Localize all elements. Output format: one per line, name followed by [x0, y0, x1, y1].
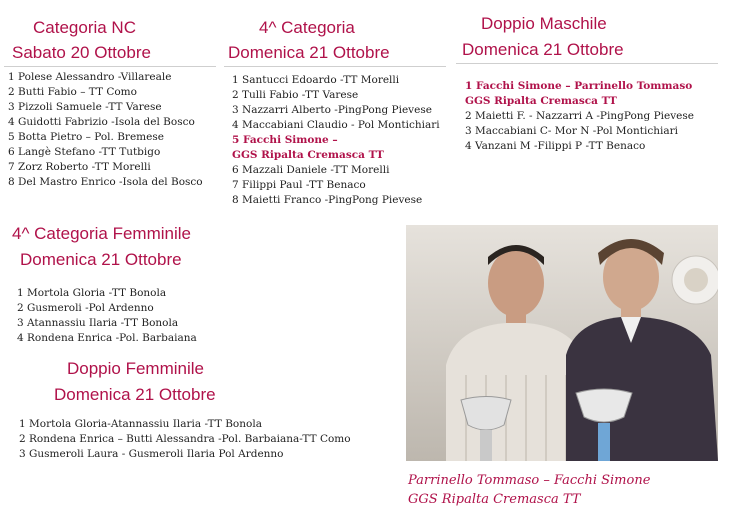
- winners-photo: [406, 225, 718, 461]
- doppio-m-divider: [456, 63, 718, 64]
- nc-date: Sabato 20 Ottobre: [12, 43, 151, 62]
- list-item: 1 Mortola Gloria -TT Bonola: [17, 287, 167, 299]
- list-item: 8 Del Mastro Enrico -Isola del Bosco: [8, 176, 203, 188]
- list-item: 4 Vanzani M -Filippi P -TT Benaco: [465, 140, 646, 152]
- doppio-m-title: Doppio Maschile: [481, 14, 607, 33]
- list-item: 3 Nazzarri Alberto -PingPong Pievese: [232, 104, 432, 116]
- list-item: 2 Maietti F. - Nazzarri A -PingPong Pievese: [465, 110, 694, 122]
- list-item: 8 Maietti Franco -PingPong Pievese: [232, 194, 423, 206]
- nc-divider: [4, 66, 216, 67]
- cat4-results-list: [232, 73, 440, 208]
- list-item: 2 Tulli Fabio -TT Varese: [232, 89, 359, 101]
- list-item: 6 Langè Stefano -TT Tutbigo: [8, 146, 161, 158]
- list-item: 3 Gusmeroli Laura - Gusmeroli Ilaria Pol Ardenno: [19, 448, 284, 460]
- list-item: 7 Filippi Paul -TT Benaco: [232, 179, 366, 191]
- list-item: 2 Gusmeroli -Pol Ardenno: [17, 302, 154, 314]
- list-item: 3 Atannassiu Ilaria -TT Bonola: [17, 317, 179, 329]
- list-item: 7 Zorz Roberto -TT Morelli: [8, 161, 151, 173]
- list-item-highlight-club: GGS Ripalta Cremasca TT: [232, 149, 384, 161]
- cat4-divider: [224, 66, 446, 67]
- list-item: 4 Guidotti Fabrizio -Isola del Bosco: [8, 116, 195, 128]
- doppio-m-results-list: [465, 79, 694, 154]
- list-item: 1 Santucci Edoardo -TT Morelli: [232, 74, 400, 86]
- list-item-highlight: 5 Facchi Simone –: [232, 134, 338, 146]
- photo-caption: [408, 471, 650, 509]
- cat4-title: 4^ Categoria: [259, 18, 355, 37]
- list-item-highlight: 1 Facchi Simone – Parrinello Tommaso: [465, 80, 693, 92]
- list-item: 2 Rondena Enrica – Butti Alessandra -Pol. Barbaiana-TT Como: [19, 433, 351, 445]
- doppio-f-date: Domenica 21 Ottobre: [54, 385, 216, 404]
- cat4f-title: 4^ Categoria Femminile: [12, 224, 191, 243]
- list-item: 4 Maccabiani Claudio - Pol Montichiari: [232, 119, 440, 131]
- list-item: 5 Botta Pietro – Pol. Bremese: [8, 131, 164, 143]
- list-item-highlight-club: GGS Ripalta Cremasca TT: [465, 95, 617, 107]
- list-item: 3 Maccabiani C- Mor N -Pol Montichiari: [465, 125, 678, 137]
- list-item: 4 Rondena Enrica -Pol. Barbaiana: [17, 332, 197, 344]
- doppio-f-title: Doppio Femminile: [67, 359, 204, 378]
- doppio-m-date: Domenica 21 Ottobre: [462, 40, 624, 59]
- caption-club: GGS Ripalta Cremasca TT: [408, 492, 581, 507]
- list-item: 6 Mazzali Daniele -TT Morelli: [232, 164, 390, 176]
- list-item: 2 Butti Fabio – TT Como: [8, 86, 137, 98]
- list-item: 1 Mortola Gloria-Atannassiu Ilaria -TT Bonola: [19, 418, 262, 430]
- list-item: 1 Polese Alessandro -Villareale: [8, 71, 172, 83]
- cat4f-results-list: [17, 286, 197, 346]
- cat4f-date: Domenica 21 Ottobre: [20, 250, 182, 269]
- list-item: 3 Pizzoli Samuele -TT Varese: [8, 101, 162, 113]
- doppio-f-results-list: [19, 417, 351, 462]
- caption-names: Parrinello Tommaso – Facchi Simone: [408, 473, 651, 488]
- cat4-date: Domenica 21 Ottobre: [228, 43, 390, 62]
- nc-results-list: [8, 70, 203, 190]
- nc-title: Categoria NC: [33, 18, 136, 37]
